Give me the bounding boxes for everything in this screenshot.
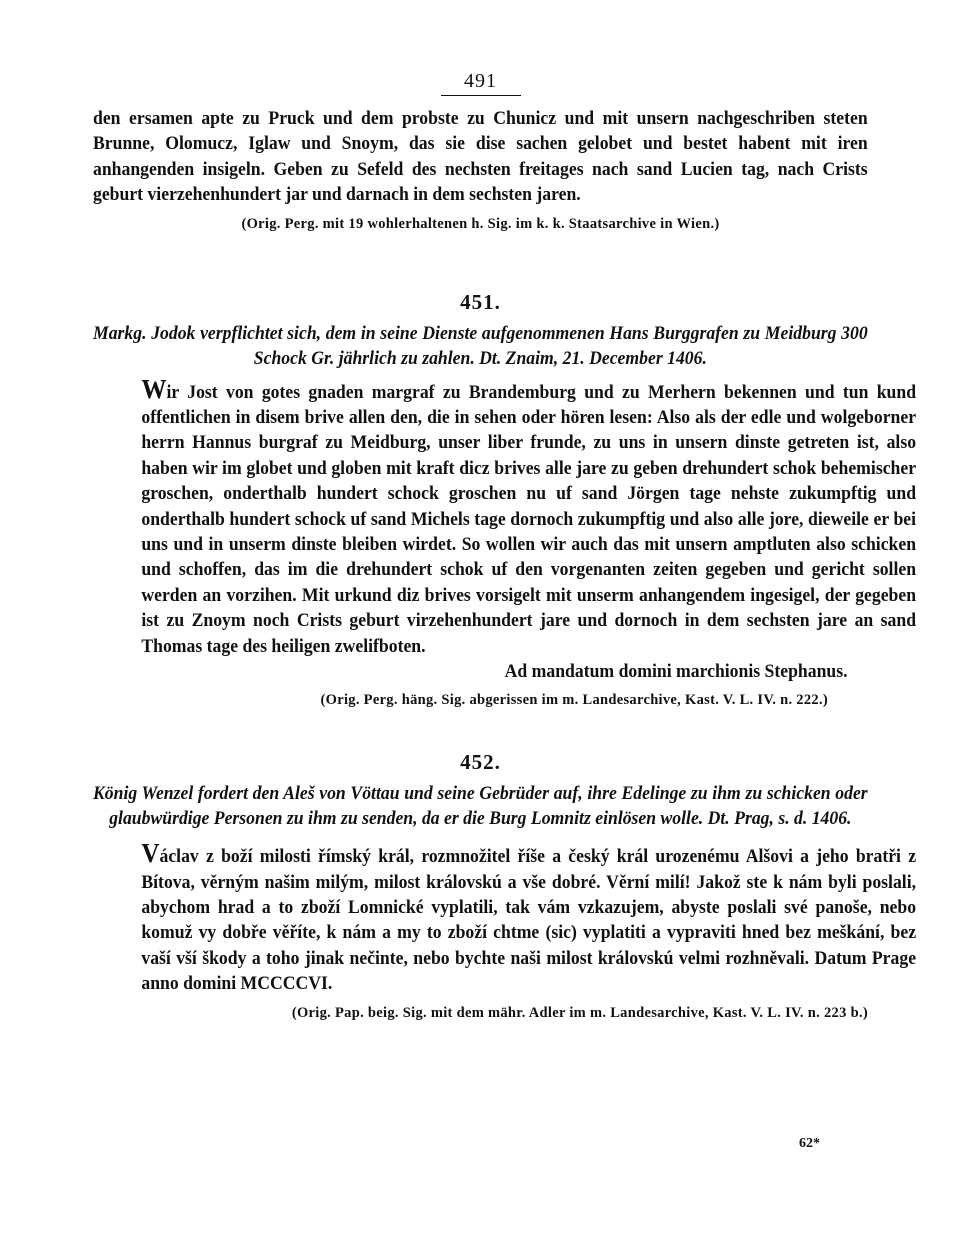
document-body-text: áclav z boží milosti římský král, rozmnožitel říše a český král urozenému Alšovi a jeho bratři z Bítova, věrným našim milým, milost královskú a vše dobré. Věrní milí! Jakož ste k nám byli poslali, abychom hrad a to zboží Lomnické vyplatili, tak vám vzkazujem, abyste poslali své panoše, nebo komuž vy dobře věříte, k nám a my to zboží chtme (sic) vyplatiti a vypraviti hned bez meškání, bez vaší vší škody a toho jinak nečinte, nebo bychte naši milost královskú velmi rozhněvali. Datum Prage anno domini MCCCCVI.	[141, 846, 917, 995]
page-number-rule	[441, 95, 521, 96]
document-451	[93, 289, 917, 710]
continuation-text: den ersamen apte zu Pruck und dem probste zu Chunicz und mit unsern nachgeschriben steten Brunne, Olomucz, Iglaw und Snoym, das sie dise sachen gelobet und bestet habent mit iren anhangenden insigeln. Geben zu Sefeld des nechsten freitages nach sand Lucien tag, nach Crists geburt vierzehenhundert jar und darnach in dem sechsten jaren.	[93, 108, 868, 206]
document-signature: Ad mandatum domini marchionis Stephanus.	[504, 661, 848, 683]
document-source-note: (Orig. Perg. häng. Sig. abgerissen im m. Landesarchive, Kast. V. L. IV. n. 222.)	[320, 692, 828, 709]
continuation-source-note: (Orig. Perg. mit 19 wohlerhaltenen h. Sig. im k. k. Staatsarchive in Wien.)	[241, 215, 720, 232]
document-number: 452.	[460, 750, 501, 775]
document-body	[93, 838, 917, 996]
page-number: 491	[464, 70, 497, 92]
document-regest: Markg. Jodok verpflichtet sich, dem in seine Dienste aufgenommenen Hans Burggrafen zu Meidburg 300 Schock Gr. jährlich zu zahlen. Dt. Znaim, 21. December 1406.	[93, 322, 868, 369]
sheet-signature: 62*	[799, 1136, 820, 1151]
document-page	[93, 70, 917, 1023]
document-number: 451.	[460, 289, 501, 314]
document-regest: König Wenzel fordert den Aleš von Vöttau und seine Gebrüder auf, ihre Edelinge zu ihm zu schicken oder glaubwürdige Personen zu ihm zu senden, da er die Burg Lomnitz einlösen wolle. Dt. Prag, s. d. 1406.	[93, 783, 868, 830]
drop-initial: V	[141, 838, 160, 869]
document-source-note: (Orig. Pap. beig. Sig. mit dem mähr. Adler im m. Landesarchive, Kast. V. L. IV. n. 223 b.)	[291, 1004, 868, 1021]
document-body-text: ir Jost von gotes gnaden margraf zu Brandemburg und zu Merhern bekennen und tun kund offentlichen in disem brive allen den, die in sehen oder hören lesen: Also als der edle und wolgeborner herrn Hannus burgraf zu Meidburg, unser liber frunde, zu uns in unsern dinste getreten ist, also haben wir im globet und globen mit kraft dicz brives alle jare zu geben drehundert schok behemischer groschen, onderthalb hundert schock groschen nu uf sand Jörgen tage nehste zukumpftig und onderthalb hundert schock uf sand Michels tage dornoch zukumpftig und also alle jore, dieweile er bei uns und in unserm dinste bleiben wirdet. So wollen wir auch das mit unsern amptluten also schicken und schoffen, das im die drehundert schok uf den vorgenanten zeiten gegeben und gericht sollen werden an vorzihen. Mit urkund diz brives vorsigelt mit unserm anhangendem ingesigel, der gegeben ist zu Znoym noch Crists geburt virzehenhundert jare und dornoch in dem sechsten jare an sand Thomas tage des heiligen zwelifboten.	[141, 381, 917, 657]
drop-initial: W	[141, 373, 167, 404]
document-body	[93, 373, 917, 659]
document-452	[93, 750, 917, 1022]
